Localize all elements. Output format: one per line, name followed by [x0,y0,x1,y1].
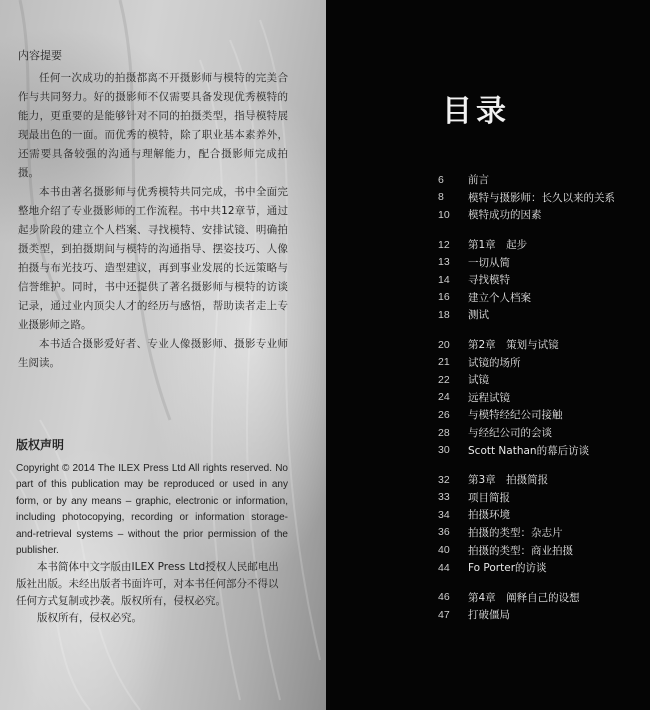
copyright-chinese: 版权所有，侵权必究。 [37,612,142,625]
toc-entry[interactable] [438,506,648,524]
right-page [326,0,650,710]
toc-page-number: 46 [438,591,450,604]
toc-page-number: 21 [438,356,450,369]
toc-entry-title: 与经纪公司的会谈 [468,427,552,440]
toc-entry-title: 与模特经纪公司接触 [468,409,563,422]
toc-page-number: 40 [438,544,450,557]
toc-entry[interactable] [438,336,648,354]
toc-entry[interactable] [438,236,648,254]
toc-entry[interactable] [438,189,648,207]
toc-page-number: 30 [438,444,450,457]
toc-entry[interactable] [438,441,648,459]
toc-group [438,171,648,224]
toc-page-number: 36 [438,526,450,539]
toc-page-number: 12 [438,238,450,251]
toc-entry-title: 项目简报 [468,491,510,504]
toc-entry[interactable] [438,559,648,577]
toc-entry[interactable] [438,471,648,489]
summary-paragraph: 任何一次成功的拍摄都离不开摄影师与模特的完美合作与共同努力。好的摄影师不仅需要具备发现优秀模特的能力，更重要的是能够针对不同的拍摄类型，指导模特展现最出色的一面。而优秀的模特，除了职业基本素养外，还需要具备较强的沟通与理解能力，配合摄影师完成拍摄。 [18,72,288,179]
toc-entry[interactable] [438,353,648,371]
copyright-english: Copyright © 2014 The ILEX Press Ltd All rights reserved. No part of this publication may be reproduced or used in any form, or by any means – graphic, electronic or information, including photocopying, recording or information storage-and-retrieval systems – without the prior permission of the publisher. [16,463,288,557]
toc-page-number: 32 [438,473,450,486]
toc-entry-title: 打破僵局 [468,609,510,622]
toc-page-number: 16 [438,291,450,304]
toc-entry[interactable] [438,489,648,507]
toc-page-number: 24 [438,391,450,404]
toc-entry[interactable] [438,253,648,271]
toc-entry[interactable] [438,606,648,624]
copyright-chinese: 本书简体中文字版由ILEX Press Ltd授权人民邮电出版社出版。未经出版者书面许可，对本书任何部分不得以任何方式复制或抄袭。版权所有，侵权必究。 [16,561,279,608]
toc-page-number: 22 [438,373,450,386]
toc-entry-title: 模特成功的因素 [468,209,542,222]
toc-page-number: 13 [438,256,450,269]
toc-entry-title: 第2章 策划与试镜 [468,339,559,352]
toc-group [438,336,648,459]
summary-paragraph: 本书由著名摄影师与优秀模特共同完成，书中全面完整地介绍了专业摄影师的工作流程。书中共12章节，通过起步阶段的建立个人档案、寻找模特、安排试镜、明确拍摄类型，到拍摄期间与模特的沟通指导、摆姿技巧、人像拍摄与布光技巧、造型建议，再到事业发展的长远策略与信誉维护。同时，书中还提供了著名摄影师与模特的访谈记录，通过业内顶尖人才的经历与感悟，帮助读者走上专业摄影师之路。 [18,186,288,331]
toc-entry[interactable] [438,524,648,542]
table-of-contents [438,171,648,636]
toc-entry[interactable] [438,389,648,407]
toc-entry[interactable] [438,541,648,559]
toc-entry-title: 拍摄的类型：杂志片 [468,526,563,539]
toc-page-number: 20 [438,338,450,351]
toc-entry-title: 远程试镜 [468,391,510,404]
toc-page-number: 44 [438,561,450,574]
toc-page-number: 28 [438,426,450,439]
toc-entry-title: 模特与摄影师：长久以来的关系 [468,191,615,204]
toc-entry-title: Fo Porter的访谈 [468,562,547,575]
summary-section [18,46,288,373]
toc-page-number: 18 [438,308,450,321]
toc-entry[interactable] [438,371,648,389]
toc-entry-title: 一切从简 [468,256,510,269]
toc-entry[interactable] [438,289,648,307]
toc-entry[interactable] [438,271,648,289]
toc-entry-title: 拍摄的类型：商业拍摄 [468,544,573,557]
copyright-heading: 版权声明 [16,438,65,452]
toc-title: 目录 [442,94,510,129]
toc-entry-title: 拍摄环境 [468,509,510,522]
toc-entry-title: 寻找模特 [468,274,510,287]
toc-group [438,471,648,577]
toc-page-number: 14 [438,273,450,286]
toc-page-number: 8 [438,191,444,204]
toc-entry-title: 试镜 [468,374,489,387]
toc-page-number: 33 [438,491,450,504]
summary-heading: 内容提要 [18,49,62,62]
toc-entry[interactable] [438,306,648,324]
summary-paragraph: 本书适合摄影爱好者、专业人像摄影师、摄影专业师生阅读。 [18,338,288,369]
toc-entry-title: 建立个人档案 [468,291,531,304]
toc-entry[interactable] [438,406,648,424]
toc-page-number: 47 [438,608,450,621]
toc-entry-title: 第1章 起步 [468,239,528,252]
toc-group [438,588,648,623]
toc-entry-title: 第4章 阐释自己的设想 [468,591,580,604]
toc-entry[interactable] [438,206,648,224]
toc-group [438,236,648,324]
toc-entry-title: 测试 [468,309,489,322]
toc-entry[interactable] [438,424,648,442]
toc-page-number: 26 [438,408,450,421]
toc-page-number: 34 [438,508,450,521]
toc-entry-title: 第3章 拍摄简报 [468,474,549,487]
copyright-section [16,436,288,627]
toc-entry-title: 试镜的场所 [468,356,521,369]
toc-page-number: 10 [438,208,450,221]
toc-entry[interactable] [438,588,648,606]
toc-entry-title: 前言 [468,174,489,187]
toc-entry-title: Scott Nathan的幕后访谈 [468,444,590,457]
toc-page-number: 6 [438,173,444,186]
toc-entry[interactable] [438,171,648,189]
